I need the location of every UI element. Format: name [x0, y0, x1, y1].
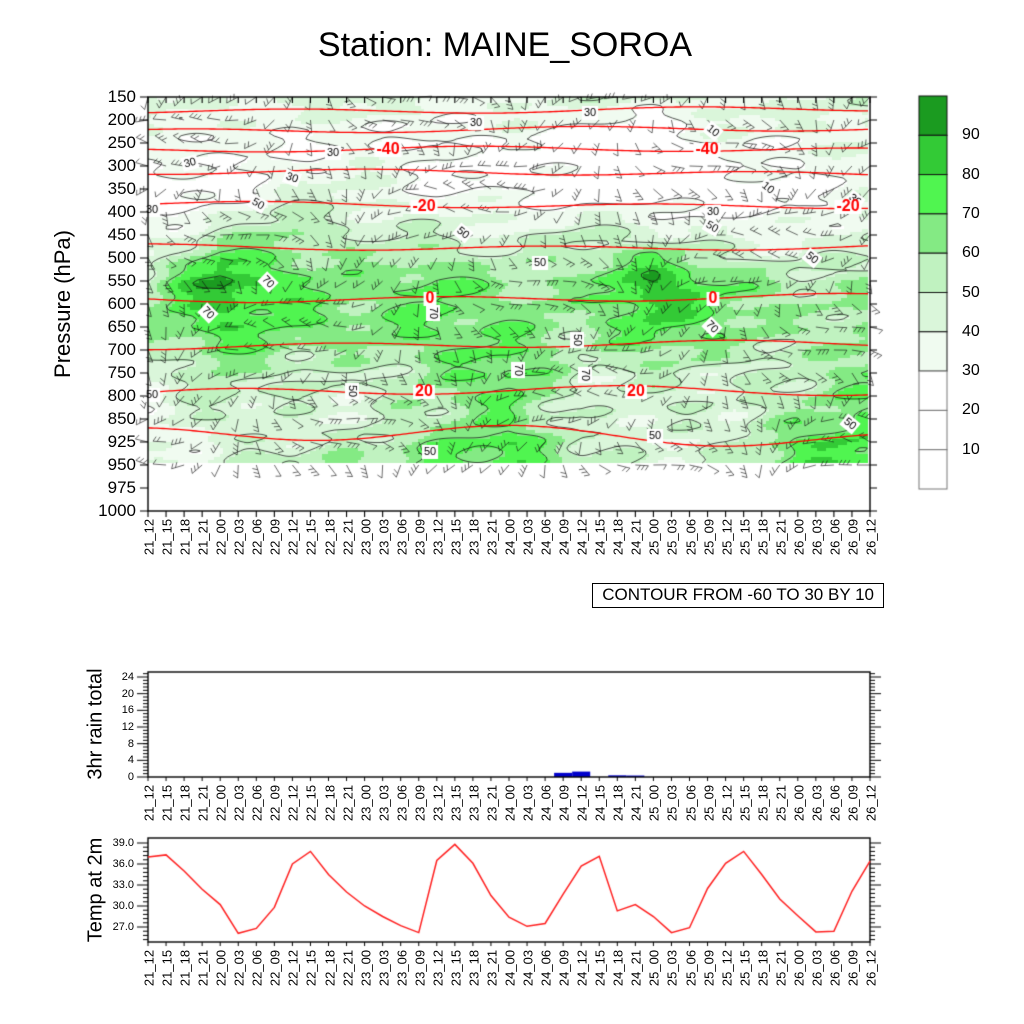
x-tick-label-rain: 26_06: [827, 784, 843, 822]
pressure-tick-label: 400: [107, 202, 136, 221]
page-title: Station: MAINE_SOROA: [317, 26, 693, 64]
pressure-tick-label: 350: [107, 179, 136, 198]
x-tick-label-temp: 23_15: [448, 949, 464, 987]
pressure-tick-label: 1000: [98, 501, 136, 520]
x-tick-label-rain: 25_09: [701, 784, 717, 822]
colorbar-label: 40: [962, 322, 980, 340]
x-tick-label-temp: 21_18: [177, 949, 193, 987]
pressure-tick-label: 950: [107, 455, 136, 474]
x-tick-label-main: 24_12: [574, 518, 590, 556]
pressure-tick-label: 450: [107, 225, 136, 244]
x-tick-label-temp: 25_18: [755, 949, 771, 987]
pressure-tick-label: 600: [107, 294, 136, 313]
x-tick-label-rain: 22_21: [340, 784, 356, 822]
rain-axis-title: 3hr rain total: [84, 668, 107, 780]
contour-note: CONTOUR FROM -60 TO 30 BY 10: [592, 583, 884, 608]
x-tick-label-rain: 22_09: [267, 784, 283, 822]
x-tick-label-temp: 22_18: [322, 949, 337, 987]
x-tick-label-rain: 21_21: [195, 784, 211, 822]
x-tick-label-rain: 24_00: [502, 784, 518, 822]
x-tick-label-temp: 21_12: [141, 949, 157, 987]
x-tick-label-rain: 25_12: [719, 784, 735, 822]
pressure-tick-label: 300: [107, 156, 136, 175]
x-tick-label-temp: 25_03: [664, 949, 680, 987]
pressure-tick-label: 975: [107, 478, 136, 497]
colorbar-label: 20: [962, 401, 980, 419]
x-tick-label-rain: 26_03: [809, 784, 825, 822]
x-tick-label-temp: 24_21: [628, 949, 644, 987]
x-tick-label-temp: 24_18: [610, 949, 626, 987]
x-tick-label-temp: 23_21: [484, 949, 500, 987]
x-tick-label-main: 24_09: [556, 518, 572, 556]
temp-tick-label: 39.0: [112, 837, 134, 849]
x-tick-label-rain: 25_15: [737, 784, 753, 822]
x-tick-label-temp: 24_03: [520, 949, 536, 987]
x-tick-label-rain: 23_18: [466, 784, 482, 822]
x-tick-label-rain: 25_18: [755, 784, 771, 822]
temp-tick-label: 27.0: [112, 921, 134, 933]
x-tick-label-temp: 25_09: [701, 949, 717, 987]
x-tick-label-main: 25_21: [773, 518, 789, 556]
x-tick-label-temp: 23_00: [358, 949, 374, 987]
x-tick-label-rain: 24_06: [538, 784, 554, 822]
x-tick-label-temp: 22_12: [285, 949, 301, 987]
colorbar-label: 10: [962, 440, 980, 458]
x-tick-label-temp: 26_03: [809, 949, 825, 987]
x-tick-label-temp: 21_21: [195, 949, 211, 987]
x-tick-label-main: 22_06: [249, 518, 265, 556]
x-tick-label-rain: 24_21: [628, 784, 644, 822]
colorbar-label: 30: [962, 362, 980, 380]
rain-tick-label: 20: [121, 687, 134, 700]
x-tick-label-temp: 23_06: [394, 949, 410, 987]
x-tick-label-temp: 21_15: [159, 949, 175, 987]
x-tick-label-main: 22_12: [285, 518, 301, 556]
x-tick-label-rain: 23_03: [376, 784, 392, 822]
x-tick-label-rain: 26_00: [791, 784, 807, 822]
x-tick-label-temp: 24_00: [502, 949, 518, 987]
x-tick-label-temp: 23_03: [376, 949, 392, 987]
x-tick-label-main: 22_21: [340, 518, 356, 556]
pressure-tick-label: 800: [107, 386, 136, 405]
x-tick-label-rain: 22_00: [213, 784, 229, 822]
x-tick-label-rain: 26_09: [845, 784, 861, 822]
rain-tick-label: 0: [127, 771, 134, 783]
x-tick-label-temp: 25_21: [773, 949, 789, 987]
x-tick-label-rain: 23_00: [358, 784, 374, 822]
x-tick-label-temp: 26_09: [845, 949, 861, 987]
x-tick-label-temp: 25_06: [683, 949, 698, 987]
x-tick-label-rain: 25_03: [664, 784, 680, 822]
pressure-axis-title: Pressure (hPa): [50, 230, 75, 378]
temp-tick-label: 30.0: [112, 900, 134, 912]
x-tick-label-temp: 24_06: [538, 949, 554, 987]
x-tick-label-main: 23_15: [448, 518, 464, 556]
x-tick-label-main: 25_12: [719, 518, 735, 556]
x-tick-label-rain: 26_12: [863, 784, 879, 822]
temp-tick-label: 33.0: [112, 879, 134, 891]
x-tick-label-rain: 23_12: [430, 784, 446, 822]
rain-tick-label: 12: [121, 721, 134, 733]
x-tick-label-rain: 23_09: [412, 784, 428, 822]
x-tick-label-main: 22_03: [231, 518, 247, 556]
x-tick-label-temp: 25_12: [719, 949, 735, 987]
rain-tick-label: 24: [121, 671, 134, 683]
x-tick-label-main: 24_06: [538, 518, 554, 556]
colorbar-label: 90: [962, 126, 980, 144]
pressure-tick-label: 250: [107, 133, 136, 152]
x-tick-label-main: 25_18: [755, 518, 771, 556]
pressure-tick-label: 500: [107, 248, 136, 267]
x-tick-label-temp: 23_12: [430, 949, 446, 987]
x-tick-label-temp: 25_00: [646, 949, 662, 987]
x-tick-label-temp: 26_12: [863, 949, 879, 987]
x-tick-label-rain: 21_18: [177, 784, 193, 822]
x-tick-label-temp: 24_12: [574, 949, 590, 987]
x-tick-label-main: 23_06: [394, 518, 410, 556]
x-tick-label-rain: 25_00: [646, 784, 662, 822]
x-tick-label-main: 25_00: [646, 518, 662, 556]
x-tick-label-temp: 22_03: [231, 949, 247, 987]
x-tick-label-main: 21_21: [195, 518, 211, 556]
x-tick-label-main: 22_18: [322, 518, 337, 556]
x-tick-label-main: 23_12: [430, 518, 446, 556]
x-tick-label-temp: 25_15: [737, 949, 753, 987]
x-tick-label-rain: 24_12: [574, 784, 590, 822]
temp-axis-title: Temp at 2m: [84, 837, 107, 943]
x-tick-label-temp: 22_21: [340, 949, 356, 987]
colorbar-label: 60: [962, 244, 980, 262]
pressure-tick-label: 700: [107, 340, 136, 359]
x-tick-label-rain: 25_06: [683, 784, 698, 822]
x-tick-label-rain: 24_03: [520, 784, 536, 822]
x-tick-label-temp: 23_18: [466, 949, 482, 987]
x-tick-label-rain: 22_06: [249, 784, 265, 822]
x-tick-label-main: 22_15: [303, 518, 319, 556]
rain-tick-label: 16: [121, 704, 134, 717]
x-tick-label-main: 25_09: [701, 518, 717, 556]
x-tick-label-main: 22_09: [267, 518, 283, 556]
x-tick-label-main: 21_12: [141, 518, 157, 556]
rain-tick-label: 8: [127, 737, 134, 750]
x-tick-label-temp: 22_00: [213, 949, 229, 987]
x-tick-label-main: 26_03: [809, 518, 825, 556]
x-tick-label-temp: 26_00: [791, 949, 807, 987]
pressure-tick-label: 925: [107, 432, 136, 451]
x-tick-label-temp: 24_09: [556, 949, 572, 987]
x-tick-label-main: 25_15: [737, 518, 753, 556]
x-tick-label-rain: 22_15: [303, 784, 319, 822]
x-tick-label-main: 25_06: [683, 518, 698, 556]
x-tick-label-temp: 22_09: [267, 949, 283, 987]
pressure-tick-label: 850: [107, 409, 136, 428]
rain-tick-label: 4: [127, 754, 134, 767]
x-tick-label-rain: 23_21: [484, 784, 500, 822]
x-tick-label-main: 26_12: [863, 518, 879, 556]
x-tick-label-main: 21_15: [159, 518, 175, 556]
x-tick-label-rain: 23_15: [448, 784, 464, 822]
pressure-tick-label: 550: [107, 271, 136, 290]
colorbar-label: 50: [962, 283, 980, 301]
x-tick-label-main: 22_00: [213, 518, 229, 556]
x-tick-label-main: 21_18: [177, 518, 193, 556]
x-tick-label-temp: 24_15: [592, 949, 608, 987]
x-tick-label-main: 26_00: [791, 518, 807, 556]
x-tick-label-main: 23_00: [358, 518, 374, 556]
colorbar-label: 70: [962, 204, 980, 222]
x-tick-label-temp: 22_06: [249, 949, 265, 987]
x-tick-label-rain: 21_12: [141, 784, 157, 822]
temp-tick-label: 36.0: [112, 858, 134, 870]
x-tick-label-rain: 22_18: [322, 784, 337, 822]
x-tick-label-temp: 23_09: [412, 949, 428, 987]
x-tick-label-main: 24_21: [628, 518, 644, 556]
x-tick-label-rain: 24_15: [592, 784, 608, 822]
x-tick-label-rain: 24_09: [556, 784, 572, 822]
pressure-tick-label: 150: [107, 87, 136, 106]
x-tick-label-main: 23_09: [412, 518, 428, 556]
x-tick-label-main: 24_03: [520, 518, 536, 556]
pressure-tick-label: 650: [107, 317, 136, 336]
x-tick-label-main: 23_18: [466, 518, 482, 556]
x-tick-label-temp: 22_15: [303, 949, 319, 987]
pressure-tick-label: 750: [107, 363, 136, 382]
x-tick-label-main: 23_03: [376, 518, 392, 556]
x-tick-label-rain: 21_15: [159, 784, 175, 822]
x-tick-label-rain: 25_21: [773, 784, 789, 822]
x-tick-label-rain: 22_03: [231, 784, 247, 822]
pressure-tick-label: 200: [107, 110, 136, 129]
x-tick-label-rain: 22_12: [285, 784, 301, 822]
x-tick-label-main: 26_06: [827, 518, 843, 556]
x-tick-label-main: 25_03: [664, 518, 680, 556]
x-tick-label-main: 23_21: [484, 518, 500, 556]
x-tick-label-temp: 26_06: [827, 949, 843, 987]
x-tick-label-main: 24_18: [610, 518, 626, 556]
x-tick-label-rain: 23_06: [394, 784, 410, 822]
x-tick-label-rain: 24_18: [610, 784, 626, 822]
x-tick-label-main: 24_00: [502, 518, 518, 556]
x-tick-label-main: 24_15: [592, 518, 608, 556]
x-tick-label-main: 26_09: [845, 518, 861, 556]
colorbar-label: 80: [962, 165, 980, 183]
